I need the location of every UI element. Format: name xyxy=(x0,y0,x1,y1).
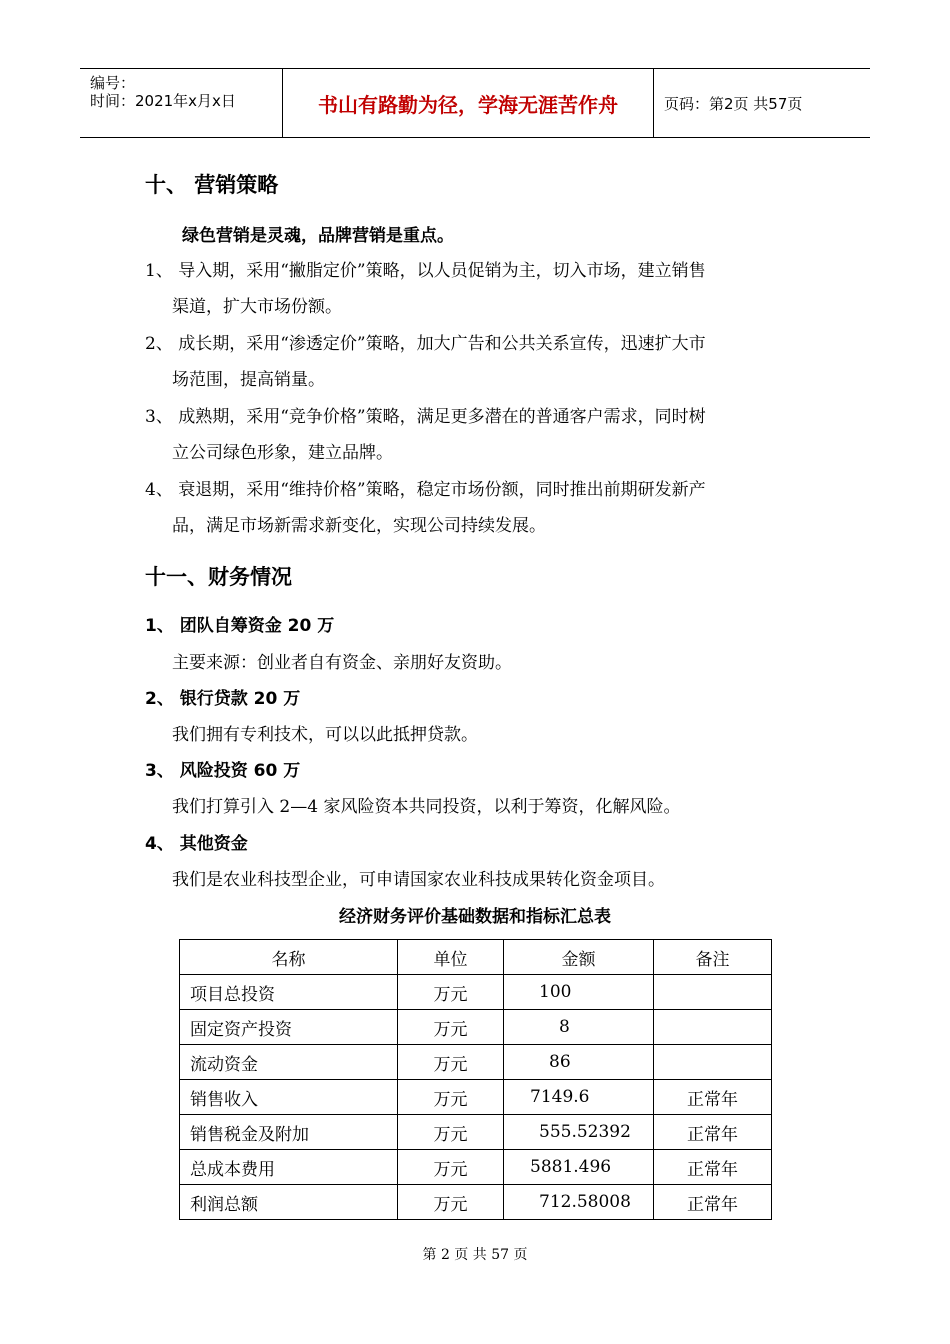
cell-note: 正常年 xyxy=(654,1080,772,1115)
marketing-subtitle: 绿色营销是灵魂，品牌营销是重点。 xyxy=(182,226,454,246)
table-title: 经济财务评价基础数据和指标汇总表 xyxy=(339,907,611,927)
financial-summary-table xyxy=(179,939,772,1220)
table-row xyxy=(180,1045,772,1080)
cell-amount: 86 xyxy=(504,1045,654,1080)
column-header-name: 名称 xyxy=(180,940,398,975)
header-motto: 书山有路勤为径，学海无涯苦作舟 xyxy=(318,92,618,117)
table-row xyxy=(180,1080,772,1115)
cell-unit: 万元 xyxy=(398,1115,504,1150)
cell-note xyxy=(654,1045,772,1080)
cell-name: 总成本费用 xyxy=(180,1150,398,1185)
section-title-finance: 十一、财务情况 xyxy=(145,565,292,589)
finance-item-3-heading: 3、 风险投资 60 万 xyxy=(145,761,301,781)
cell-name: 销售税金及附加 xyxy=(180,1115,398,1150)
marketing-item-2-line1: 2、 成长期，采用“渗透定价”策略，加大广告和公共关系宣传，迅速扩大市 xyxy=(145,334,706,354)
marketing-item-4-line1: 4、 衰退期，采用“维持价格”策略，稳定市场份额，同时推出前期研发新产 xyxy=(145,480,706,500)
cell-name: 销售收入 xyxy=(180,1080,398,1115)
cell-name: 流动资金 xyxy=(180,1045,398,1080)
marketing-item-1-line2: 渠道，扩大市场份额。 xyxy=(172,297,342,317)
cell-name: 利润总额 xyxy=(180,1185,398,1220)
marketing-item-1-line1: 1、 导入期，采用“撇脂定价”策略，以人员促销为主，切入市场，建立销售 xyxy=(145,261,706,281)
document-time-label: 时间：2021年x月x日 xyxy=(90,92,236,110)
cell-unit: 万元 xyxy=(398,1080,504,1115)
finance-item-3-text: 我们打算引入 2—4 家风险资本共同投资，以利于筹资，化解风险。 xyxy=(172,797,681,817)
finance-item-2-heading: 2、 银行贷款 20 万 xyxy=(145,689,301,709)
cell-unit: 万元 xyxy=(398,975,504,1010)
cell-amount: 8 xyxy=(504,1010,654,1045)
marketing-item-4-line2: 品，满足市场新需求新变化，实现公司持续发展。 xyxy=(172,516,546,536)
cell-note: 正常年 xyxy=(654,1115,772,1150)
cell-amount: 100 xyxy=(504,975,654,1010)
table-row xyxy=(180,975,772,1010)
cell-unit: 万元 xyxy=(398,1010,504,1045)
cell-unit: 万元 xyxy=(398,1185,504,1220)
cell-note xyxy=(654,1010,772,1045)
marketing-item-3-line2: 立公司绿色形象，建立品牌。 xyxy=(172,443,393,463)
marketing-item-2-line2: 场范围，提高销量。 xyxy=(172,370,325,390)
finance-item-2-text: 我们拥有专利技术，可以以此抵押贷款。 xyxy=(172,725,478,745)
cell-unit: 万元 xyxy=(398,1150,504,1185)
page-header xyxy=(80,68,870,138)
finance-item-4-text: 我们是农业科技型企业，可申请国家农业科技成果转化资金项目。 xyxy=(172,870,665,890)
table-header-row xyxy=(180,940,772,975)
cell-name: 项目总投资 xyxy=(180,975,398,1010)
cell-amount: 555.52392 xyxy=(504,1115,654,1150)
finance-item-1-heading: 1、 团队自筹资金 20 万 xyxy=(145,616,335,636)
cell-note: 正常年 xyxy=(654,1150,772,1185)
column-header-unit: 单位 xyxy=(398,940,504,975)
document-number-label: 编号： xyxy=(90,74,136,92)
table-row xyxy=(180,1010,772,1045)
table-row xyxy=(180,1185,772,1220)
finance-item-4-heading: 4、 其他资金 xyxy=(145,834,248,854)
section-title-marketing: 十、 营销策略 xyxy=(145,173,279,197)
table-row xyxy=(180,1150,772,1185)
table-row xyxy=(180,1115,772,1150)
page-footer: 第 2 页 共 57 页 xyxy=(422,1247,528,1263)
finance-item-1-text: 主要来源：创业者自有资金、亲朋好友资助。 xyxy=(172,653,512,673)
column-header-note: 备注 xyxy=(654,940,772,975)
column-header-amount: 金额 xyxy=(504,940,654,975)
cell-note: 正常年 xyxy=(654,1185,772,1220)
cell-name: 固定资产投资 xyxy=(180,1010,398,1045)
cell-amount: 712.58008 xyxy=(504,1185,654,1220)
cell-amount: 5881.496 xyxy=(504,1150,654,1185)
header-page-info: 页码：第2页 共57页 xyxy=(664,94,803,113)
cell-note xyxy=(654,975,772,1010)
cell-amount: 7149.6 xyxy=(504,1080,654,1115)
header-divider xyxy=(653,69,654,137)
marketing-item-3-line1: 3、 成熟期，采用“竞争价格”策略，满足更多潜在的普通客户需求，同时树 xyxy=(145,407,706,427)
header-meta xyxy=(80,69,282,137)
cell-unit: 万元 xyxy=(398,1045,504,1080)
